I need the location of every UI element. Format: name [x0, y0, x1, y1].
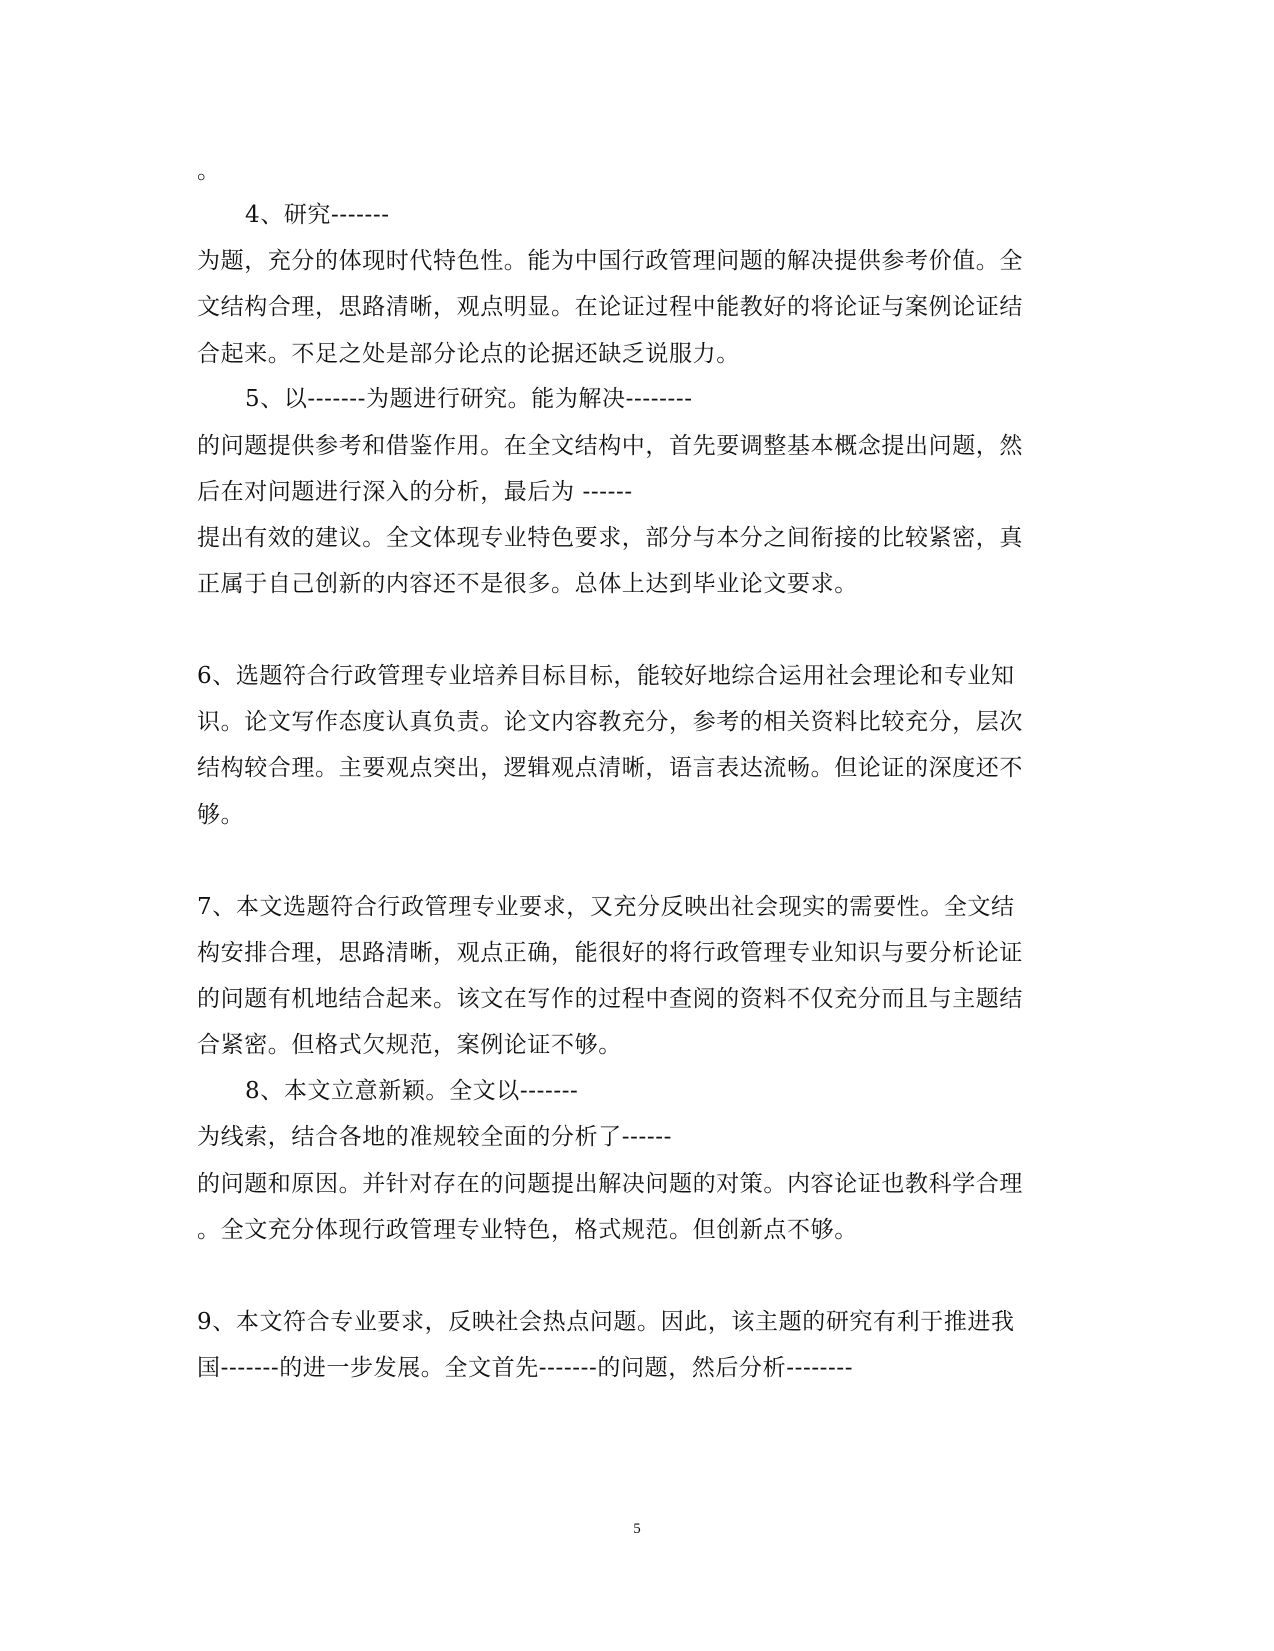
text-line: 构安排合理，思路清晰，观点正确，能很好的将行政管理专业知识与要分析论证	[197, 940, 1023, 966]
paragraph-9-start: 9、本文符合专业要求，反映社会热点问题。因此，该主题的研究有利于推进我	[197, 1309, 1015, 1335]
text-line: 提出有效的建议。全文体现专业特色要求，部分与本分之间衔接的比较紧密，真	[197, 525, 1023, 551]
text-line: 为题，充分的体现时代特色性。能为中国行政管理问题的解决提供参考价值。全	[197, 248, 1023, 274]
text-line: 为线索，结合各地的准规较全面的分析了------	[197, 1124, 673, 1150]
paragraph-4-heading: 4、研究-------	[245, 202, 390, 228]
text-line: 合起来。不足之处是部分论点的论据还缺乏说服力。	[197, 341, 740, 367]
paragraph-8-heading: 8、本文立意新颖。全文以-------	[245, 1078, 579, 1104]
text-line: 的问题有机地结合起来。该文在写作的过程中查阅的资料不仅充分而且与主题结	[197, 986, 1023, 1012]
text-line: 的问题提供参考和借鉴作用。在全文结构中，首先要调整基本概念提出问题，然	[197, 433, 1023, 459]
paragraph-7-start: 7、本文选题符合行政管理专业要求，又充分反映出社会现实的需要性。全文结	[197, 894, 1015, 920]
text-line: 够。	[197, 802, 245, 828]
text-line: 。	[197, 158, 221, 184]
text-line: 国-------的进一步发展。全文首先-------的问题，然后分析--------	[197, 1355, 854, 1381]
text-line: 。全文充分体现行政管理专业特色，格式规范。但创新点不够。	[197, 1217, 858, 1243]
page-number: 5	[633, 1521, 641, 1537]
text-line: 合紧密。但格式欠规范，案例论证不够。	[197, 1032, 622, 1058]
text-line: 的问题和原因。并针对存在的问题提出解决问题的对策。内容论证也教科学合理	[197, 1171, 1023, 1197]
text-line: 后在对问题进行深入的分析，最后为 ------	[197, 479, 633, 505]
text-line: 文结构合理，思路清晰，观点明显。在论证过程中能教好的将论证与案例论证结	[197, 294, 1023, 320]
text-line: 识。论文写作态度认真负责。论文内容教充分，参考的相关资料比较充分，层次	[197, 709, 1023, 735]
text-line: 正属于自己创新的内容还不是很多。总体上达到毕业论文要求。	[197, 571, 858, 597]
paragraph-6-start: 6、选题符合行政管理专业培养目标目标，能较好地综合运用社会理论和专业知	[197, 663, 1015, 689]
text-line: 结构较合理。主要观点突出，逻辑观点清晰，语言表达流畅。但论证的深度还不	[197, 755, 1023, 781]
paragraph-5-heading: 5、以-------为题进行研究。能为解决--------	[245, 386, 693, 412]
